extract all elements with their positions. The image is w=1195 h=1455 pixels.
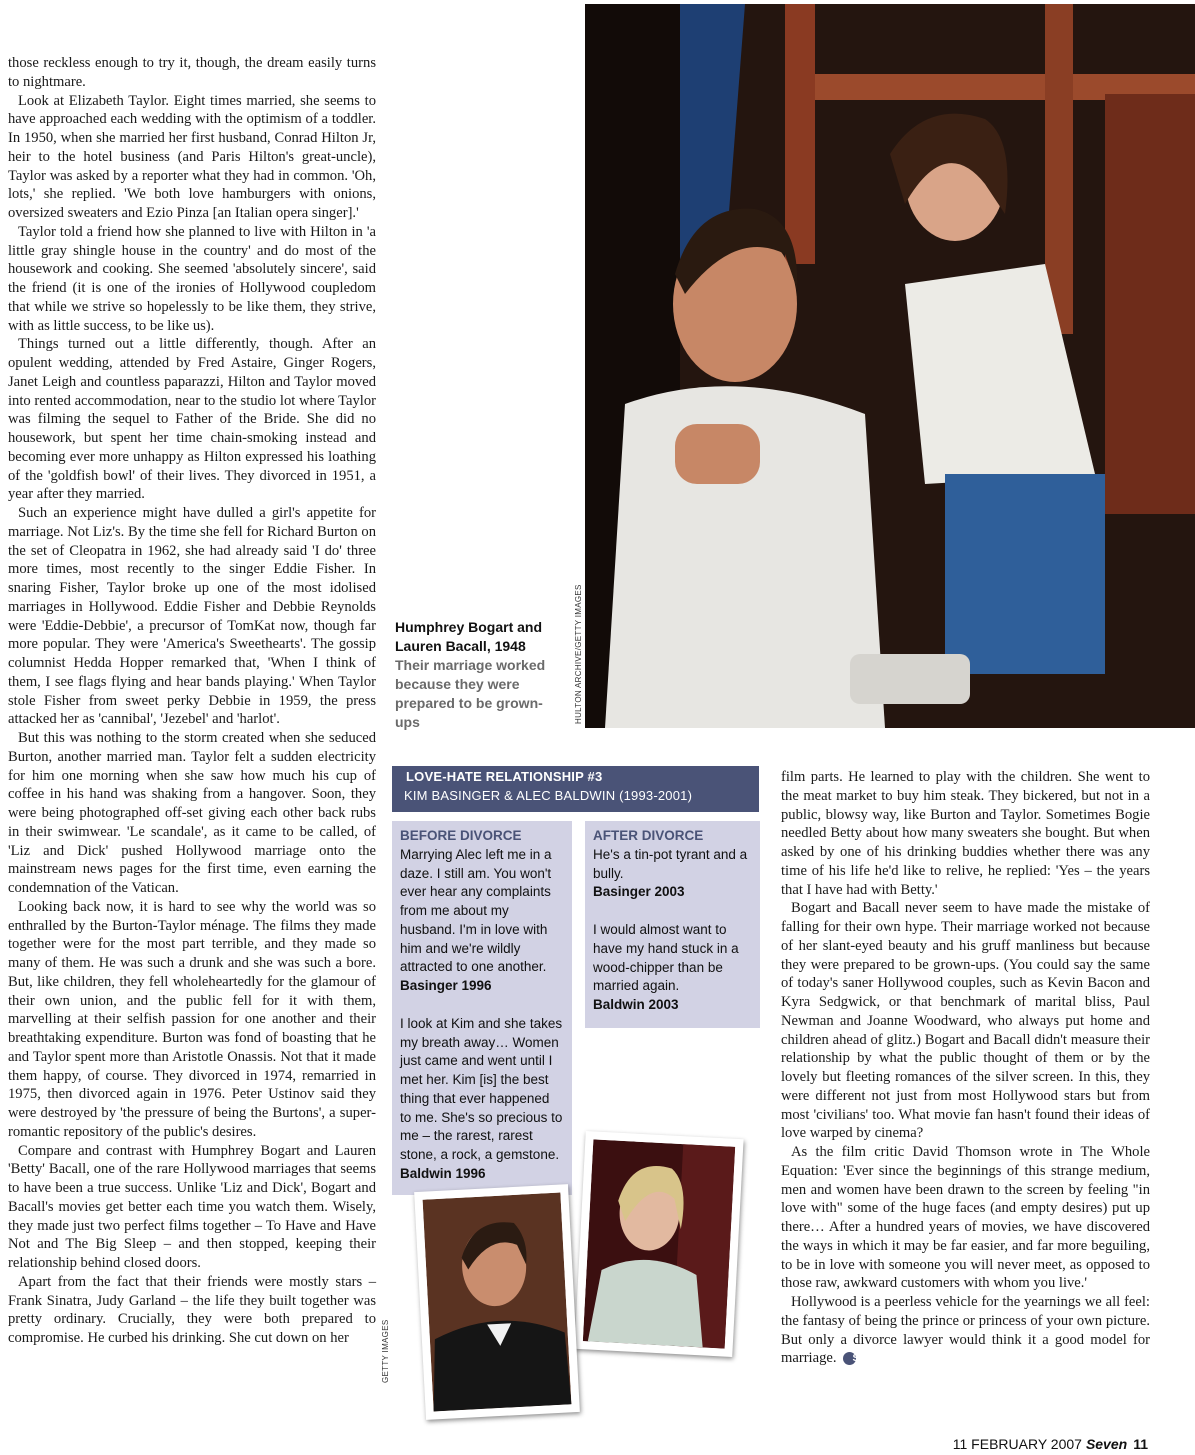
quote-text: Marrying Alec left me in a daze. I still am. You won't ever hear any complaints from me about my husband. I'm in love with him and we're wildly attracted to one another. <box>400 846 552 975</box>
photo-caption-description: Their marriage worked because they were prepared to be grown-ups <box>395 657 546 730</box>
photo-caption <box>395 618 565 732</box>
article-paragraph: those reckless enough to try it, though, the dream easily turns to nightmare. <box>8 55 376 90</box>
quote-attribution: Baldwin 1996 <box>400 1165 486 1181</box>
box-label: LOVE-HATE RELATIONSHIP #3 <box>406 769 603 784</box>
box-subtitle: KIM BASINGER & ALEC BALDWIN (1993-2001) <box>404 788 693 803</box>
article-paragraph: film parts. He learned to play with the children. She went to the meat market to buy him steak. They bickered, but not in a public, blowsy way, like Burton and Taylor. Sometimes Bogie needled Betty about how many sweaters she bought. But when asked by one of his drinking buddies whether there was any time of his life he'd like to relive, he replied: 'Yes – the years that I have had with Betty.' <box>781 769 1150 898</box>
kim-basinger-photo <box>574 1131 743 1357</box>
issue-date: 11 FEBRUARY 2007 <box>952 1436 1082 1452</box>
article-paragraph: Taylor told a friend how she planned to live with Hilton in 'a little gray shingle house in the country' and do most of the housework and cooking. She seemed 'absolutely sincere', said the friend (it is one of the ironies of Hollywood coupledom that while we strive so hopelessly to be like them, they strive, with as little success, to be like us). <box>8 223 376 334</box>
article-paragraph: Bogart and Bacall never seem to have made the mistake of falling for their own hype. Their marriage worked not because of her slant-eyed beauty and his gruff manliness but because they were prepared to be grown-ups. (You could say the same of today's saner Hollywood couples, such as Kevin Bacon and Kyra Sedgwick, or that benchmark of marital bliss, Paul Newman and Joanne Woodward, who always put home and children ahead of glitz.) Bogart and Bacall didn't measure their relationship by what the public thought of them or by the lovely but fleeting romances of the silver screen. In this, they were different not just from most Hollywood stars but from most 'civilians' too. What movie fan hasn't found their ideas of love warped by cinema? <box>781 900 1150 1142</box>
before-divorce-panel <box>392 821 572 1195</box>
article-paragraph <box>781 1293 1150 1368</box>
article-paragraph: But this was nothing to the storm created when she seduced Burton, another married man. Taylor felt a sudden electricity for him one morning when she saw how much his cup of coffee in his hand was shaking from a hangover. Soon, they were being photographed off-set giving each other back rubs in their swimwear. 'Le scandale', as it came to be called, of 'Liz and Dick' pushed Hollywood marriage onto the mainstream news pages for the first time, even earning the condemnation of the Vatican. <box>8 730 376 896</box>
quote-text: He's a tin-pot tyrant and a bully. <box>593 846 748 881</box>
alec-baldwin-photo-illustration <box>423 1193 572 1412</box>
quote-text: I look at Kim and she takes my breath away… Women just came and went until I met her. Kim [is] the best thing that ever happened to me. She's so precious to me – the rarest, rarest stone, a rock, a gemstone. <box>400 1015 563 1162</box>
quote-attribution: Basinger 2003 <box>593 884 685 900</box>
before-divorce-heading: BEFORE DIVORCE <box>400 828 522 843</box>
article-paragraph-text: Hollywood is a peerless vehicle for the yearnings we all feel: the fantasy of being the prince or princess of your own picture. But only a divorce lawyer would think it a good model for marriage. <box>781 1294 1150 1367</box>
article-paragraph: Things turned out a little differently, though. After an opulent wedding, attended by Fred Astaire, Ginger Rogers, Janet Leigh and countless paparazzi, Hilton and Taylor moved into rented accommodation, near to the studio lot where Taylor was filming the sequel to Father of the Bride. She did no housework, but spent her time chain-smoking instead and becoming ever more unhappy as Hilton expressed his loathing of the 'goldfish bowl' of their lives. They divorced in 1951, a year after they married. <box>8 336 376 503</box>
article-paragraph: Such an experience might have dulled a girl's appetite for marriage. Not Liz's. By the time she fell for Richard Burton on the set of Cleopatra in 1962, she had already said 'I do' three more times, most recently to the singer Eddie Fisher. In snaring Fisher, Taylor broke up one of the most idolised marriages in Hollywood. Eddie Fisher and Debbie Reynolds were 'Eddie-Debbie', a precursor of TomKat now, though far more popular. They were 'America's Sweethearts'. The gossip columnist Hedda Hopper remarked that, 'When I think of them, I see flags flying and hear bands playing.' When Taylor stole Fisher from sweet perky Debbie in 1959, the press attacked her as 'cannibal', 'Jezebel' and 'harlot'. <box>8 505 376 728</box>
photo-credit-getty: GETTY IMAGES <box>381 1319 390 1383</box>
photo-credit-hulton: HULTON ARCHIVE/GETTY IMAGES <box>574 584 583 724</box>
bogart-bacall-photo <box>585 4 1195 728</box>
alec-baldwin-photo <box>414 1184 580 1420</box>
article-paragraph: Apart from the fact that their friends were mostly stars – Frank Sinatra, Judy Garland – the life they built together was pretty ordinary. Crucially, they were both prepared to compromise. He curbed his drinking. She cut down on her <box>8 1273 376 1346</box>
article-paragraph: Compare and contrast with Humphrey Bogart and Lauren 'Betty' Bacall, one of the rare Hollywood marriages that seems to have been a true success. Unlike 'Liz and Dick', Bogart and Bacall's movies get better each time you watch them. Wisely, they made just two perfect films together – To Have and Have Not and The Big Sleep – and then stopped, keeping their relationship behind closed doors. <box>8 1142 376 1271</box>
end-of-article-icon: S <box>843 1352 856 1365</box>
bogart-bacall-photo-illustration <box>585 4 1195 728</box>
love-hate-box-header <box>392 766 759 812</box>
article-column-left <box>8 54 376 1348</box>
magazine-name: Seven <box>1085 1436 1128 1452</box>
article-paragraph: As the film critic David Thomson wrote in The Whole Equation: 'Ever since the beginnings of this strange medium, men and women have been drawn to the screen by feeling "in love with" some of the huge faces (and empty desires) put up there… After a hundred years of movies, we have discovered the ways in which it may be far easier, and far more beguiling, to be in love with someone you will never meet, as opposed to those raw, awkward customers with whom you live.' <box>781 1144 1150 1292</box>
article-column-right <box>781 768 1150 1368</box>
after-divorce-panel <box>585 821 760 1028</box>
kim-basinger-photo-illustration <box>583 1139 735 1348</box>
quote-attribution: Basinger 1996 <box>400 978 492 993</box>
article-paragraph: Looking back now, it is hard to see why the world was so enthralled by the Burton-Taylor ménage. The films they made together were for the most part terrible, and they made so many of them. He was such a drunk and she was such a bore. But, like children, they fell wholeheartedly for the glamour of their own union, and the public fell for it with them, marvelling at their selfish passion for one another and their breathtaking expenditure. Burton was fond of boasting that he and Taylor spent more than Aristotle Onassis. Not that it made them happy, of course. They divorced in 1974, remarried in 1975, then divorced again in 1976. Peter Ustinov said they were destroyed by 'the pressure of being the Burtons', a super-romantic repository of the public's desires. <box>8 898 376 1140</box>
after-divorce-heading: AFTER DIVORCE <box>593 828 704 843</box>
photo-caption-title: Humphrey Bogart and Lauren Bacall, 1948 <box>395 619 543 654</box>
page-footer <box>953 1436 1148 1452</box>
article-paragraph: Look at Elizabeth Taylor. Eight times married, she seems to have approached each wedding with the optimism of a toddler. In 1950, when she married her first husband, Conrad Hilton Jr, heir to the hotel business (and Paris Hilton's great-uncle), Taylor was asked by a reporter what they had in common. 'Oh, lots,' she replied. 'We both love hamburgers with onions, oversized sweaters and Ezio Pinza [an Italian opera singer].' <box>8 92 376 221</box>
quote-text: I would almost want to have my hand stuck in a wood-chipper than be married again. <box>593 922 739 994</box>
page-number: 11 <box>1133 1436 1148 1452</box>
quote-attribution: Baldwin 2003 <box>593 997 679 1012</box>
